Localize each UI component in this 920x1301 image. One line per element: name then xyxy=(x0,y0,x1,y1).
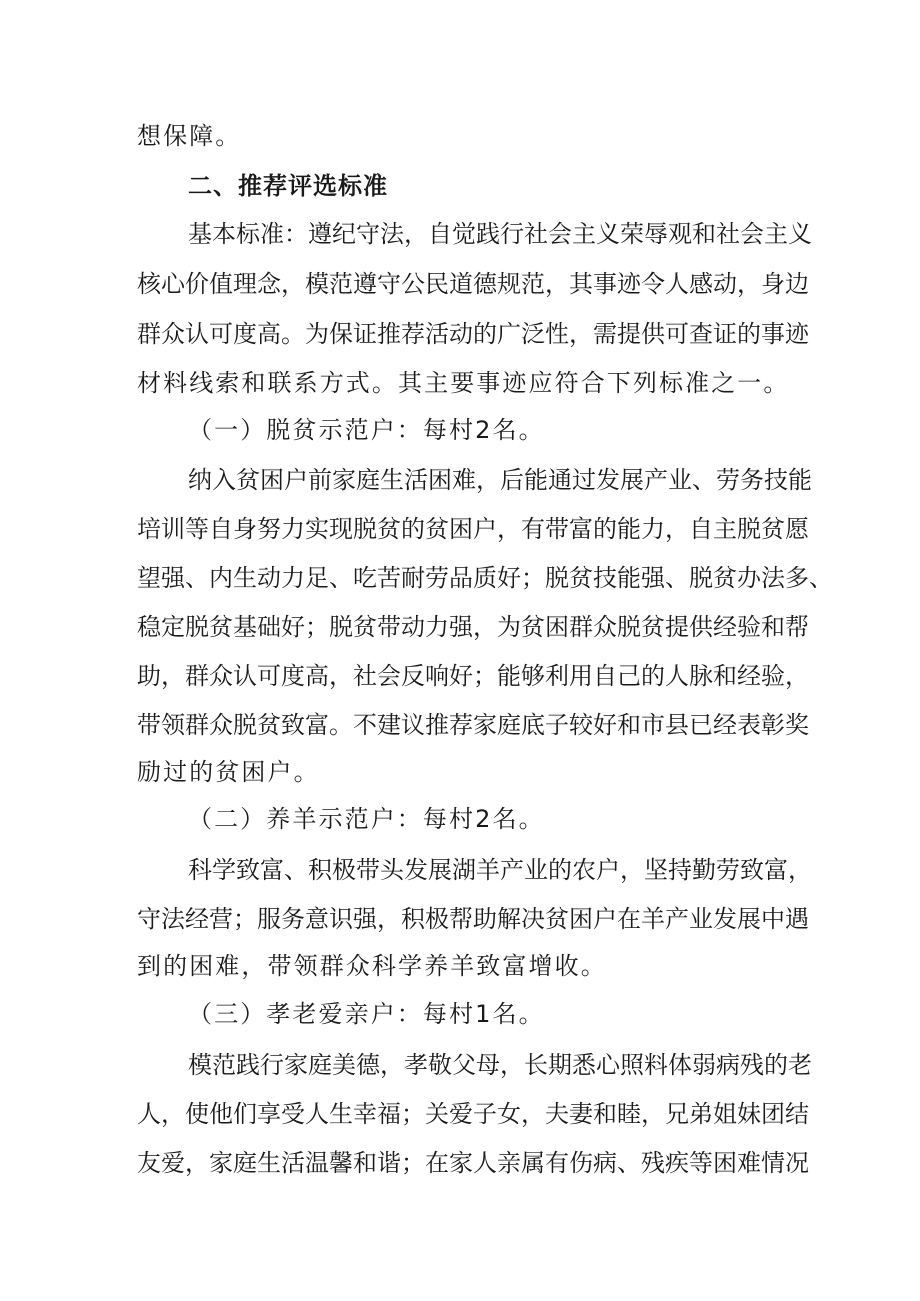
text-line: 励过的贫困户。 xyxy=(137,758,320,786)
section-heading: 二、推荐评选标准 xyxy=(188,172,388,200)
text-line: 想保障。 xyxy=(137,122,242,150)
text-line: 培训等自身努力实现脱贫的贫困户，有带富的能力，自主脱贫愿 xyxy=(137,515,809,543)
text-line: 到的困难，带领群众科学养羊致富增收。 xyxy=(137,952,607,980)
text-line: 材料线索和联系方式。其主要事迹应符合下列标准之一。 xyxy=(137,369,790,397)
text-line: 模范践行家庭美德，孝敬父母，长期悉心照料体弱病残的老 xyxy=(188,1051,812,1079)
text-line: 助，群众认可度高，社会反响好；能够利用自己的人脉和经验， xyxy=(137,662,809,690)
text-line: 望强、内生动力足、吃苦耐劳品质好；脱贫技能强、脱贫办法多、 xyxy=(137,564,833,592)
subsection-heading: （三）孝老爱亲户：每村1名。 xyxy=(188,1000,545,1028)
subsection-heading: （一）脱贫示范户：每村2名。 xyxy=(188,416,545,444)
subsection-heading: （二）养羊示范户：每村2名。 xyxy=(188,805,545,833)
text-line: 群众认可度高。为保证推荐活动的广泛性，需提供可查证的事迹 xyxy=(137,320,809,348)
text-line: 带领群众脱贫致富。不建议推荐家庭底子较好和市县已经表彰奖 xyxy=(137,711,809,739)
text-line: 人，使他们享受人生幸福；关爱子女，夫妻和睦，兄弟姐妹团结 xyxy=(137,1100,809,1128)
text-line: 核心价值理念，模范遵守公民道德规范，其事迹令人感动，身边 xyxy=(137,270,809,298)
text-line: 友爱，家庭生活温馨和谐；在家人亲属有伤病、残疾等困难情况 xyxy=(137,1149,809,1177)
text-line: 守法经营；服务意识强，积极帮助解决贫困户在羊产业发展中遇 xyxy=(137,905,809,933)
text-line: 科学致富、积极带头发展湖羊产业的农户，坚持勤劳致富， xyxy=(188,856,812,884)
text-line: 稳定脱贫基础好；脱贫带动力强，为贫困群众脱贫提供经验和帮 xyxy=(137,613,809,641)
text-line: 纳入贫困户前家庭生活困难，后能通过发展产业、劳务技能 xyxy=(188,466,812,494)
text-line: 基本标准：遵纪守法，自觉践行社会主义荣辱观和社会主义 xyxy=(188,220,812,248)
